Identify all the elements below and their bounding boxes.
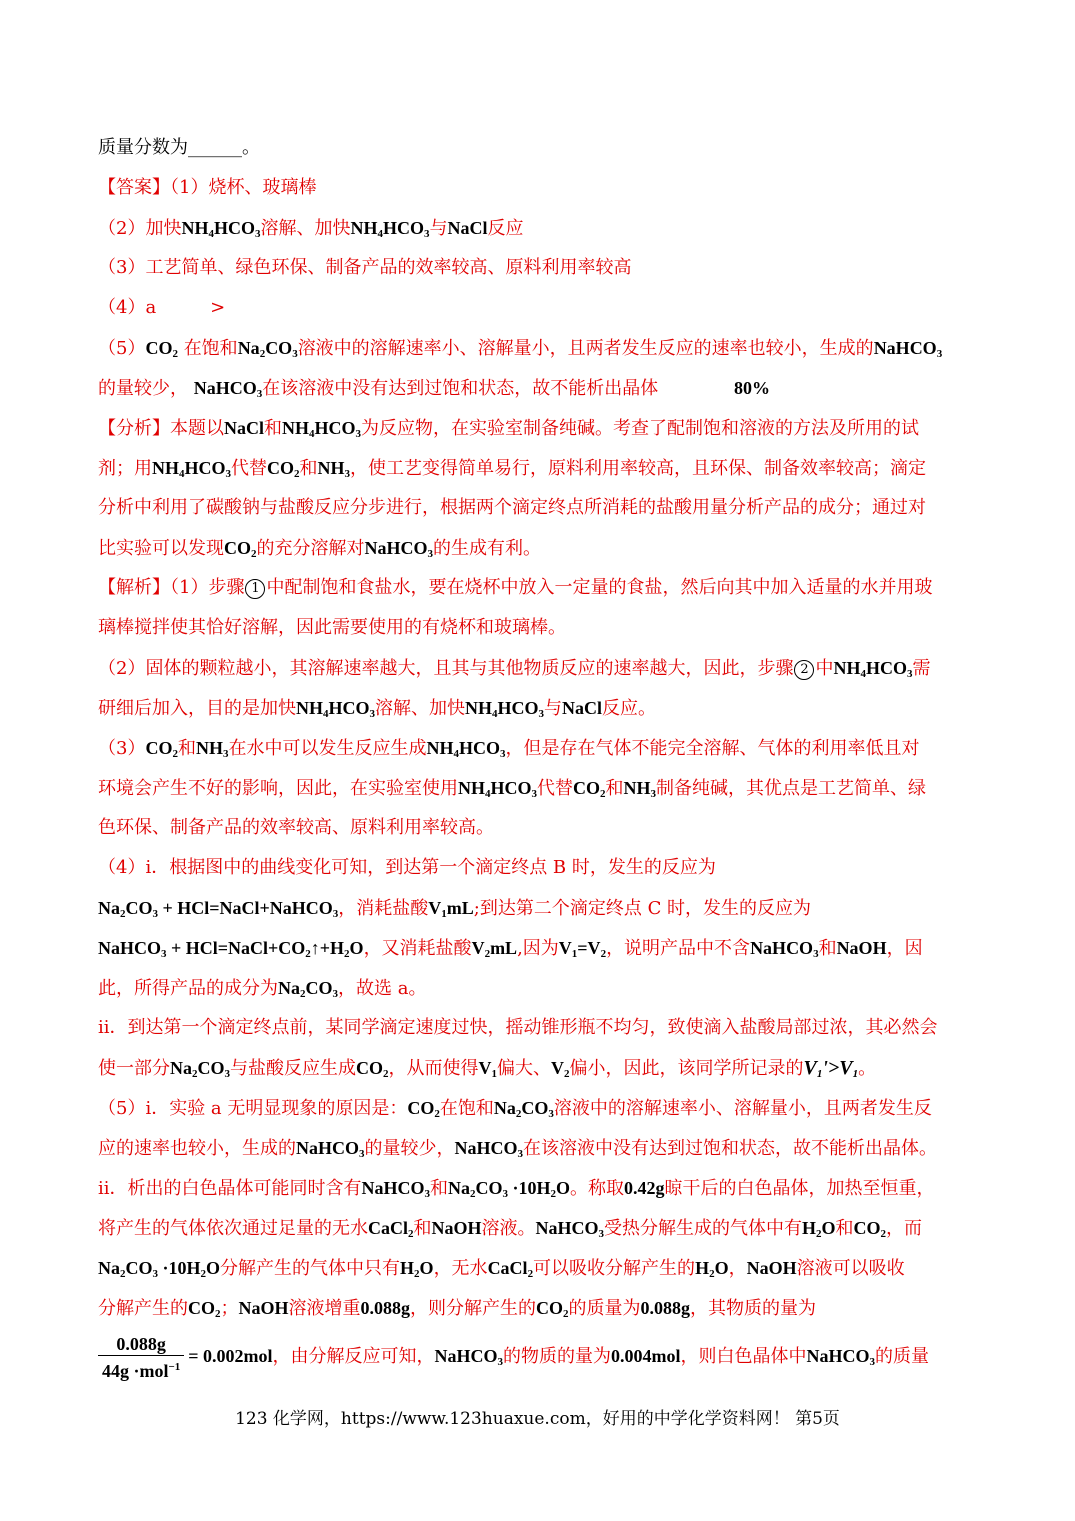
formula: $V_2$: [551, 1058, 570, 1080]
text: 的量较少，: [364, 1138, 455, 1159]
text: ，则白色晶体中: [680, 1346, 807, 1367]
explanation-line: [98, 608, 986, 648]
formula: $NH_4HCO_3$: [296, 698, 376, 720]
formula: NaOH: [836, 938, 887, 958]
text: （3）: [98, 738, 146, 759]
page-content: [98, 128, 986, 1384]
explanation-line: [98, 968, 986, 1008]
explanation-line: [98, 1288, 986, 1328]
text: 在饱和: [439, 1098, 494, 1119]
text: （2）加快: [98, 218, 182, 239]
text: 在该溶液中没有达到过饱和状态，故不能析出晶体: [262, 378, 659, 399]
answer-line: [98, 168, 986, 208]
text: 的质量为: [568, 1298, 641, 1319]
formula: $V_1mL$: [428, 898, 474, 920]
formula: $CO_2$: [188, 1298, 221, 1320]
analysis-line: [98, 488, 986, 528]
text: ；: [220, 1298, 239, 1319]
explanation-line: [98, 848, 986, 888]
formula: $CO_2$: [267, 458, 300, 480]
formula: NaHCO$_3$: [750, 938, 819, 960]
text: 在水中可以发生反应生成: [228, 738, 427, 759]
formula: $CO_2$: [573, 778, 606, 800]
formula: $NH_4HCO_3$: [458, 778, 538, 800]
text: ii．析出的白色晶体可能同时含有: [98, 1178, 362, 1199]
text: 受热分解生成的气体中有: [604, 1218, 803, 1239]
text: ，由分解反应可知，: [272, 1346, 435, 1367]
text: 反应: [487, 218, 524, 239]
text: ，但是存在气体不能完全溶解、气体的利用率低且对: [505, 738, 920, 759]
analysis-tag: 【分析】: [98, 418, 170, 439]
text: 溶液中的溶解速率小、溶解量小，且两者发生反应的速率也较小，生成的: [297, 338, 874, 359]
formula: $NH_3$: [623, 778, 657, 800]
explanation-line: [98, 1088, 986, 1128]
text: ，故选 a。: [338, 978, 427, 999]
text: ，使工艺变得简单易行，原料利用率较高，且环保、制备效率较高；滴定: [350, 458, 927, 479]
explanation-line: [98, 688, 986, 728]
answer-line: [98, 288, 986, 328]
explanation-line: [98, 1008, 986, 1048]
formula: $H_2O$: [400, 1258, 434, 1280]
text: 。称取: [570, 1178, 625, 1199]
text: 为反应物，在实验室制备纯碱。考查了配制饱和溶液的方法及所用的试: [361, 418, 920, 439]
formula: $CO_2$: [145, 338, 178, 360]
formula: CaCl$_2$: [487, 1258, 534, 1280]
text: ，说明产品中不含: [606, 938, 751, 959]
text: 在该溶液中没有达到过饱和状态，故不能析出晶体。: [523, 1138, 937, 1159]
formula: NaCl: [224, 418, 264, 438]
text: 与: [429, 218, 448, 239]
formula: $Na_2CO_3$: [237, 338, 298, 360]
text: 溶液中的溶解速率小、溶解量小，且两者发生反: [553, 1098, 932, 1119]
formula: $H_2O$: [802, 1218, 836, 1240]
formula: $V_2mL$: [471, 938, 518, 960]
text: 可以吸收分解产生的: [533, 1258, 696, 1279]
text: 溶液增重: [288, 1298, 361, 1319]
formula: NaOH: [431, 1218, 482, 1238]
text: ，则分解产生的: [410, 1298, 537, 1319]
text: 代替: [231, 458, 268, 479]
formula: NaCl: [562, 698, 603, 718]
fraction: [98, 1333, 184, 1382]
explanation-line: [98, 1208, 986, 1248]
text: （5）i．实验 a 无明显现象的原因是：: [98, 1098, 408, 1119]
formula: $CO_2$: [853, 1218, 887, 1240]
formula: NaHCO$_3$: [364, 538, 433, 560]
formula: NaHCO$_3$: [454, 1138, 523, 1160]
text: 代替: [537, 778, 574, 799]
formula: $NH_4HCO_3$: [181, 218, 261, 240]
explanation-line: [98, 1248, 986, 1288]
text: 偏小，因此，该同学所记录的: [569, 1058, 804, 1079]
formula: $V_1=V_2$: [558, 938, 607, 960]
text: 和: [818, 938, 837, 959]
answer-line: [98, 248, 986, 288]
formula: NaOH: [746, 1258, 797, 1278]
text: ，而: [886, 1218, 923, 1239]
explanation-line: [98, 808, 986, 848]
analysis-line: [98, 448, 986, 488]
text: 溶解、加快: [375, 698, 466, 719]
formula: $Na_2CO_3 \cdot 10H_2O$: [448, 1178, 571, 1200]
text: 环境会产生不好的影响，因此，在实验室使用: [98, 778, 458, 799]
question-tail: 质量分数为______。: [98, 137, 260, 158]
formula: $NH_3$: [195, 738, 229, 760]
formula: 0.088g: [640, 1298, 691, 1318]
formula: $CO_2$: [536, 1298, 569, 1320]
explanation-tag: 【解析】: [98, 577, 170, 598]
text: 和: [835, 1218, 854, 1239]
formula: NaOH: [238, 1298, 289, 1318]
text: 制备纯碱，其优点是工艺简单、绿: [656, 778, 927, 799]
text: ，: [728, 1258, 747, 1279]
text: 。: [858, 1058, 877, 1079]
text: 和: [430, 1178, 449, 1199]
answer-3: （3）工艺简单、绿色环保、制备产品的效率较高、原料利用率较高: [98, 257, 632, 278]
text: 分解产生的: [98, 1298, 188, 1319]
answer-4: （4）a >: [98, 297, 226, 318]
formula: NaHCO$_3$: [806, 1346, 876, 1368]
explanation-line: [98, 768, 986, 808]
formula: $Na_2CO_3$: [493, 1098, 554, 1120]
text: 分析中利用了碳酸钠与盐酸反应分步进行，根据两个滴定终点所消耗的盐酸用量分析产品的成分；通过对: [98, 497, 926, 518]
formula: $NH_4HCO_3$: [426, 738, 506, 760]
text: 剂；用: [98, 458, 152, 479]
explanation-line: [98, 728, 986, 768]
text: 溶液。: [481, 1218, 536, 1239]
formula: $NH_3$: [317, 458, 351, 480]
explanation-line: [98, 648, 986, 688]
text: 分解产生的气体中只有: [220, 1258, 401, 1279]
formula: $Na_2CO_3$: [278, 978, 338, 1000]
formula: NaHCO$_3$: [361, 1178, 431, 1200]
text: 的量较少，: [98, 378, 188, 399]
explanation-line: [98, 1128, 986, 1168]
formula: $NH_4HCO_3$: [350, 218, 430, 240]
analysis-line: [98, 408, 986, 448]
text: 在饱和: [183, 338, 238, 359]
text: 将产生的气体依次通过足量的无水: [98, 1218, 368, 1239]
analysis-line: [98, 528, 986, 568]
text: 此，所得产品的成分为: [98, 978, 278, 999]
explanation-line: [98, 568, 986, 608]
text: 璃棒搅拌使其恰好溶解，因此需要使用的有烧杯和玻璃棒。: [98, 617, 566, 638]
page-footer: 123 化学网，https://www.123huaxue.com，好用的中学化学资料网！ 第5页: [235, 1409, 840, 1429]
text: 使一部分: [98, 1058, 170, 1079]
formula: $NH_4HCO_3$: [282, 418, 362, 440]
formula: $CO_2$: [145, 738, 178, 760]
text: 溶液可以吸收: [796, 1258, 905, 1279]
text: ，消耗盐酸: [338, 898, 429, 919]
formula: 0.004mol: [611, 1346, 681, 1366]
circled-number: 2: [794, 660, 814, 680]
text: 和: [605, 778, 624, 799]
text: 偏大、: [497, 1058, 551, 1079]
formula: $NH_4HCO_3$: [465, 698, 545, 720]
text: ，从而使得: [388, 1058, 479, 1079]
reaction-equation: $Na_2CO_3$ + HCl=NaCl+NaHCO$_3$: [98, 898, 339, 920]
text: 与盐酸反应生成: [230, 1058, 356, 1079]
answer-line: [98, 368, 986, 408]
formula: $NH_4HCO_3$: [152, 458, 232, 480]
text: 的物质的量为: [503, 1346, 612, 1367]
explanation-line: [98, 1048, 986, 1088]
answer-line: [98, 208, 986, 248]
text: ，又消耗盐酸: [363, 938, 472, 959]
formula: $H_2O$: [695, 1258, 729, 1280]
formula: $V_1$: [478, 1058, 497, 1080]
formula: $Na_2CO_3$: [170, 1058, 230, 1080]
formula: = 0.002mol: [188, 1346, 273, 1366]
text: 本题以: [170, 418, 224, 439]
text: （5）: [98, 338, 146, 359]
text: （2）固体的颗粒越小，其溶解速率越大，且其与其他物质反应的速率越大，因此，步骤: [98, 658, 794, 679]
text: ;到达第二个滴定终点 C 时，发生的反应为: [473, 898, 812, 919]
formula: $V_1'>V_1$: [803, 1057, 859, 1080]
formula: NaHCO$_3$: [535, 1218, 605, 1240]
formula: NaHCO$_3$: [434, 1346, 504, 1368]
formula: $CO_2$: [224, 538, 257, 560]
explanation-line: [98, 888, 986, 928]
text: 的充分溶解对: [256, 538, 365, 559]
text: 需: [912, 658, 931, 679]
text: 晾干后的白色晶体，加热至恒重，: [664, 1178, 935, 1199]
formula: $NH_4HCO_3$: [833, 658, 913, 680]
formula: NaHCO$_3$: [873, 338, 943, 360]
text: 和: [177, 738, 196, 759]
formula: NaHCO$_3$: [193, 378, 263, 400]
text: （1）步骤: [170, 577, 245, 598]
text: ,因为: [517, 938, 559, 959]
reaction-equation: NaHCO$_3$ + $HCl=NaCl+CO_2↑+H_2O$: [98, 938, 364, 960]
text: 中配制饱和食盐水，要在烧杯中放入一定量的食盐，然后向其中加入适量的水并用玻: [266, 577, 933, 598]
answer-percent: 80%: [733, 378, 770, 398]
formula: CaCl$_2$: [368, 1218, 414, 1240]
fraction-numerator: 0.088g: [98, 1333, 184, 1356]
formula: $CO_2$: [356, 1058, 389, 1080]
formula: NaHCO$_3$: [296, 1138, 365, 1160]
answer-line: [98, 328, 986, 368]
text: ，因: [886, 938, 923, 959]
text-line: [98, 128, 986, 168]
text: （4）i．根据图中的曲线变化可知，到达第一个滴定终点 B 时，发生的反应为: [98, 857, 716, 878]
text: 的生成有利。: [433, 538, 541, 559]
explanation-line: [98, 1328, 986, 1384]
formula: $Na_2CO_3 \cdot 10H_2O$: [98, 1258, 221, 1280]
text: 和: [413, 1218, 432, 1239]
text: 比实验可以发现: [98, 538, 224, 559]
text: 和: [264, 418, 282, 439]
fraction-denominator: 44g ·mol$^{-1}$: [102, 1360, 181, 1381]
formula: 0.088g: [360, 1298, 411, 1318]
text: ii．到达第一个滴定终点前，某同学滴定速度过快，摇动锥形瓶不均匀，致使滴入盐酸局部过浓，其必然会: [98, 1017, 938, 1038]
formula: 0.42g: [624, 1178, 665, 1198]
text: 的质量: [875, 1346, 930, 1367]
text: 中: [815, 658, 834, 679]
circled-number: 1: [245, 579, 265, 599]
text: 和: [299, 458, 318, 479]
explanation-line: [98, 928, 986, 968]
text: 研细后加入，目的是加快: [98, 698, 296, 719]
text: 反应。: [602, 698, 657, 719]
text: ，无水: [433, 1258, 488, 1279]
text: 与: [544, 698, 563, 719]
formula: NaCl: [447, 218, 488, 238]
answer-1: （1）烧杯、玻璃棒: [170, 177, 317, 198]
text: 色环保、制备产品的效率较高、原料利用率较高。: [98, 817, 494, 838]
text: 应的速率也较小，生成的: [98, 1138, 296, 1159]
text: 溶解、加快: [260, 218, 351, 239]
text: ，其物质的量为: [690, 1298, 817, 1319]
explanation-line: [98, 1168, 986, 1208]
answer-tag: 【答案】: [98, 177, 170, 198]
formula: $CO_2$: [407, 1098, 440, 1120]
